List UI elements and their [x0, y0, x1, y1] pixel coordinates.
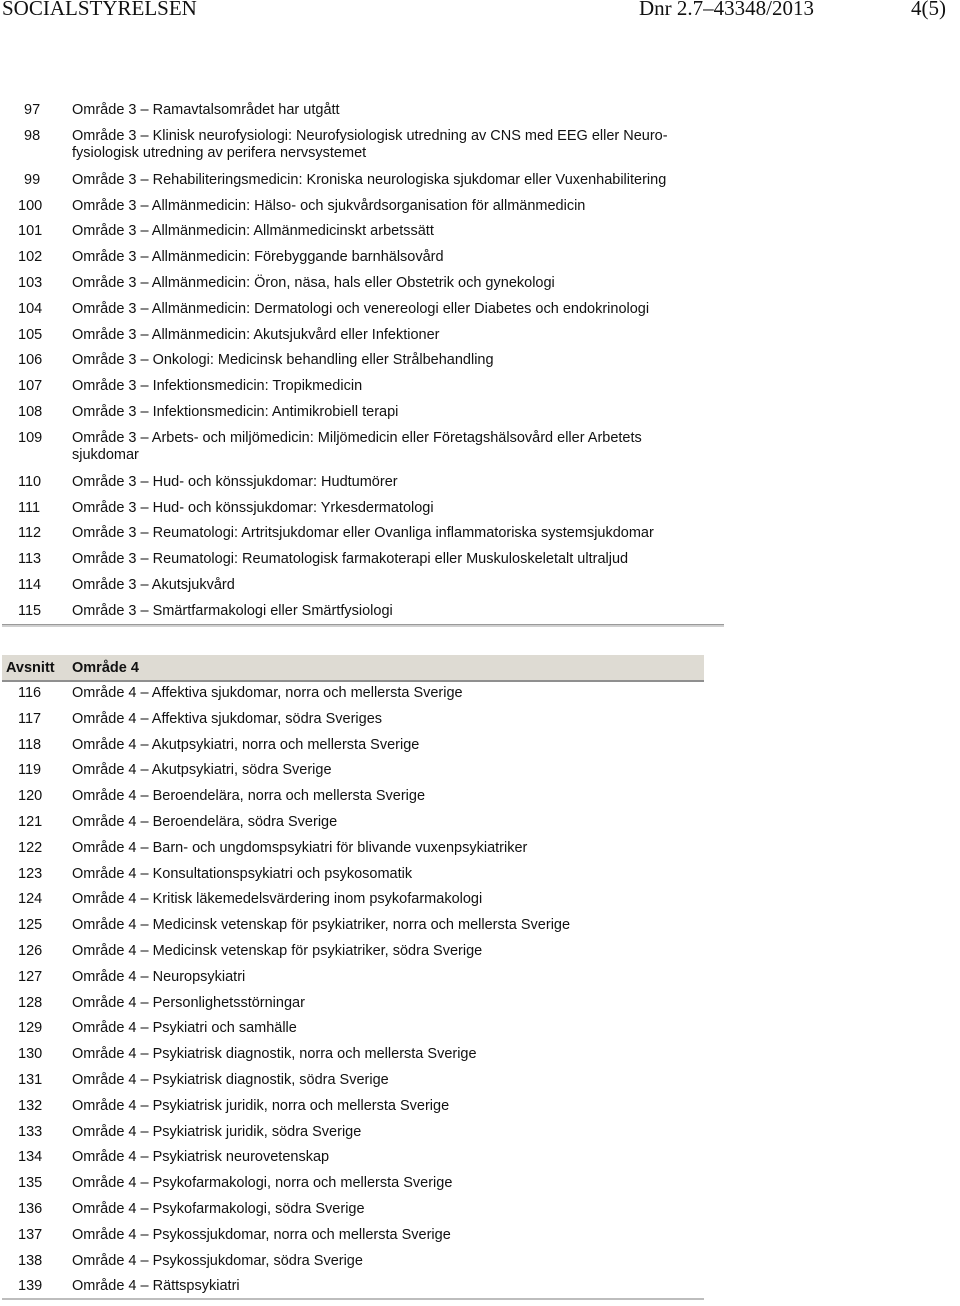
row-text — [72, 430, 724, 474]
row-number: 110 — [18, 473, 42, 490]
row-number: 125 — [18, 917, 43, 934]
page-header — [0, 0, 960, 26]
row-number: 100 — [18, 197, 43, 214]
table-row — [6, 474, 724, 500]
table-row — [6, 327, 724, 353]
row-number: 136 — [18, 1200, 43, 1217]
table-row — [6, 995, 706, 1021]
row-text-line: Område 3 – Akutsjukvård — [72, 576, 235, 593]
row-text — [72, 1253, 706, 1279]
row-text — [72, 1020, 706, 1046]
row-number: 127 — [18, 968, 43, 985]
row-number: 120 — [18, 788, 43, 805]
row-text — [72, 1201, 706, 1227]
row-text-line: Område 4 – Psykofarmakologi, södra Sverige — [72, 1200, 365, 1217]
row-number: 121 — [18, 813, 43, 830]
row-text-line: Område 3 – Infektionsmedicin: Tropikmedicin — [72, 378, 363, 395]
row-text-line: Område 3 – Allmänmedicin: Allmänmedicinskt arbetssätt — [72, 223, 434, 240]
row-text — [72, 327, 724, 353]
row-number: 135 — [18, 1175, 43, 1192]
table-row — [6, 1227, 706, 1253]
row-text-line: Område 4 – Kritisk läkemedelsvärdering inom psykofarmakologi — [72, 891, 483, 908]
row-text-line: Område 4 – Neuropsykiatri — [72, 968, 246, 985]
table-row — [6, 1072, 706, 1098]
row-number: 133 — [18, 1123, 43, 1140]
row-text — [72, 500, 724, 526]
row-text — [72, 1098, 706, 1124]
row-number: 131 — [18, 1071, 43, 1088]
row-number: 111 — [18, 499, 41, 516]
row-text — [72, 223, 724, 249]
table-row — [6, 404, 724, 430]
row-number: 105 — [18, 326, 43, 343]
row-number: 137 — [18, 1226, 43, 1243]
table-row — [6, 577, 724, 603]
table-row — [6, 737, 706, 763]
row-text-line: Område 4 – Psykossjukdomar, södra Sverige — [72, 1252, 363, 1269]
table-row — [6, 969, 706, 995]
row-text — [72, 1278, 706, 1304]
row-text-line: Område 4 – Affektiva sjukdomar, norra och mellersta Sverige — [72, 685, 463, 701]
table-row — [6, 551, 724, 577]
row-text-line: Område 4 – Psykofarmakologi, norra och mellersta Sverige — [72, 1175, 453, 1192]
row-text-line: Område 4 – Rättspsykiatri — [72, 1278, 240, 1295]
table-row — [6, 198, 724, 224]
row-text-line: Område 4 – Akutpsykiatri, norra och mellersta Sverige — [72, 736, 420, 753]
table-row — [6, 172, 724, 198]
row-text-line: Område 4 – Medicinsk vetenskap för psykiatriker, norra och mellersta Sverige — [72, 917, 571, 934]
document-number: Dnr 2.7–43348/2013 — [639, 0, 814, 20]
row-text — [72, 249, 724, 275]
row-text-line: Område 3 – Arbets- och miljömedicin: Miljömedicin eller Företagshälsovård eller Arbetets — [72, 429, 642, 446]
row-text-line: Område 4 – Psykiatrisk juridik, norra och mellersta Sverige — [72, 1097, 450, 1114]
row-text-line: Område 3 – Allmänmedicin: Förebyggande barnhälsovård — [72, 249, 444, 266]
row-text — [72, 1046, 706, 1072]
table-row — [6, 1046, 706, 1072]
table-row — [6, 378, 724, 404]
row-text-line: Område 3 – Klinisk neurofysiologi: Neurofysiologisk utredning av CNS med EEG eller Neuro- — [72, 127, 668, 144]
row-text-line: Område 3 – Rehabiliteringsmedicin: Kroniska neurologiska sjukdomar eller Vuxenhabilitering — [72, 171, 667, 188]
row-text — [72, 1072, 706, 1098]
row-number: 112 — [18, 525, 42, 542]
row-text-line: Område 3 – Infektionsmedicin: Antimikrobiell terapi — [72, 403, 399, 420]
row-text — [72, 1149, 706, 1175]
page-number: 4(5) — [911, 0, 946, 20]
row-text-line: Område 4 – Medicinsk vetenskap för psykiatriker, södra Sverige — [72, 942, 483, 959]
row-number: 97 — [24, 102, 41, 118]
table-row — [6, 1098, 706, 1124]
row-number: 130 — [18, 1046, 43, 1063]
table-row — [6, 1278, 706, 1304]
row-text-line: Område 4 – Personlighetsstörningar — [72, 994, 305, 1011]
row-text — [72, 762, 706, 788]
row-text-line: Område 4 – Barn- och ungdomspsykiatri för blivande vuxenpsykiatriker — [72, 839, 528, 856]
table-row — [6, 102, 724, 128]
row-text — [72, 577, 724, 603]
row-text-line: Område 3 – Reumatologi: Reumatologisk farmakoterapi eller Muskuloskeletalt ultraljud — [72, 551, 629, 568]
row-text-line: Område 3 – Hud- och könssjukdomar: Yrkesdermatologi — [72, 499, 434, 516]
table-row — [6, 891, 706, 917]
table-row — [6, 917, 706, 943]
table-row — [6, 866, 706, 892]
row-text — [72, 128, 724, 172]
section-3-table — [6, 102, 724, 629]
row-number: 107 — [18, 378, 43, 395]
row-number: 126 — [18, 942, 43, 959]
row-number: 98 — [24, 127, 41, 144]
table-row — [6, 788, 706, 814]
row-number: 134 — [18, 1149, 43, 1166]
row-text-line: Område 3 – Allmänmedicin: Hälso- och sjukvårdsorganisation för allmänmedicin — [72, 197, 586, 214]
row-number: 99 — [24, 171, 41, 188]
row-number: 139 — [18, 1278, 43, 1295]
table-row — [6, 685, 706, 711]
row-text — [72, 301, 724, 327]
row-number: 113 — [18, 551, 42, 568]
row-text-line: Område 4 – Konsultationspsykiatri och psykosomatik — [72, 865, 413, 882]
table-row — [6, 1124, 706, 1150]
row-text — [72, 866, 706, 892]
organization-name: SOCIALSTYRELSEN — [2, 0, 197, 20]
row-text-line: Område 3 – Onkologi: Medicinsk behandling eller Strålbehandling — [72, 352, 494, 369]
table-row — [6, 1253, 706, 1279]
row-text-line: Område 3 – Ramavtalsområdet har utgått — [72, 102, 340, 118]
table-row — [6, 301, 724, 327]
row-number: 109 — [18, 429, 43, 446]
row-number: 123 — [18, 865, 43, 882]
row-text-line: Område 4 – Psykiatri och samhälle — [72, 1020, 297, 1037]
row-number: 116 — [18, 685, 42, 701]
row-text — [72, 551, 724, 577]
table-bottom-rule — [2, 1298, 704, 1300]
row-text — [72, 943, 706, 969]
row-text-line: sjukdomar — [72, 446, 139, 463]
row-text — [72, 840, 706, 866]
row-text — [72, 378, 724, 404]
table-row — [6, 352, 724, 378]
row-text-line: Område 4 – Akutpsykiatri, södra Sverige — [72, 762, 332, 779]
row-text — [72, 404, 724, 430]
section-divider — [2, 624, 724, 627]
table-row — [6, 128, 724, 172]
row-text — [72, 995, 706, 1021]
column-header-avsnitt: Avsnitt — [6, 659, 55, 676]
table-row — [6, 814, 706, 840]
row-text — [72, 917, 706, 943]
row-text-line: Område 3 – Allmänmedicin: Akutsjukvård eller Infektioner — [72, 326, 440, 343]
row-number: 104 — [18, 300, 43, 317]
row-number: 117 — [18, 710, 42, 727]
table-row — [6, 525, 724, 551]
row-text-line: Område 4 – Psykiatrisk juridik, södra Sverige — [72, 1123, 362, 1140]
row-number: 102 — [18, 249, 43, 266]
row-number: 106 — [18, 352, 43, 369]
row-number: 129 — [18, 1020, 43, 1037]
row-text-line: Område 4 – Psykiatrisk neurovetenskap — [72, 1149, 330, 1166]
table-row — [6, 1175, 706, 1201]
row-text — [72, 814, 706, 840]
row-text — [72, 102, 724, 128]
section-4-header — [2, 655, 704, 682]
row-number: 122 — [18, 839, 43, 856]
row-text — [72, 788, 706, 814]
row-text — [72, 352, 724, 378]
table-row — [6, 223, 724, 249]
table-row — [6, 1149, 706, 1175]
table-row — [6, 762, 706, 788]
row-number: 132 — [18, 1097, 43, 1114]
row-text — [72, 474, 724, 500]
row-text-line: Område 3 – Smärtfarmakologi eller Smärtfysiologi — [72, 602, 393, 619]
row-number: 118 — [18, 736, 42, 753]
row-text — [72, 737, 706, 763]
row-text — [72, 198, 724, 224]
table-row — [6, 1201, 706, 1227]
row-text-line: Område 3 – Allmänmedicin: Öron, näsa, hals eller Obstetrik och gynekologi — [72, 274, 555, 291]
row-text-line: Område 3 – Reumatologi: Artritsjukdomar eller Ovanliga inflammatoriska systemsjukdomar — [72, 525, 654, 542]
row-number: 114 — [18, 576, 42, 593]
row-number: 103 — [18, 274, 43, 291]
row-number: 138 — [18, 1252, 43, 1269]
row-text — [72, 1175, 706, 1201]
row-number: 128 — [18, 994, 43, 1011]
table-row — [6, 711, 706, 737]
row-number: 124 — [18, 891, 43, 908]
row-number: 119 — [18, 762, 42, 779]
column-header-omrade: Område 4 — [72, 659, 139, 676]
row-text — [72, 1227, 706, 1253]
row-text-line: Område 3 – Hud- och könssjukdomar: Hudtumörer — [72, 473, 398, 490]
table-row — [6, 1020, 706, 1046]
row-number: 108 — [18, 403, 43, 420]
table-row — [6, 840, 706, 866]
row-text-line: fysiologisk utredning av perifera nervsystemet — [72, 144, 367, 161]
row-text — [72, 685, 706, 711]
row-text-line: Område 3 – Allmänmedicin: Dermatologi och venereologi eller Diabetes och endokrinologi — [72, 300, 650, 317]
row-text-line: Område 4 – Affektiva sjukdomar, södra Sveriges — [72, 710, 383, 727]
row-text — [72, 1124, 706, 1150]
row-text — [72, 891, 706, 917]
row-text-line: Område 4 – Beroendelära, norra och mellersta Sverige — [72, 788, 426, 805]
row-text — [72, 172, 724, 198]
row-number: 115 — [18, 602, 42, 619]
row-text — [72, 711, 706, 737]
row-number: 101 — [18, 223, 43, 240]
row-text-line: Område 4 – Psykossjukdomar, norra och mellersta Sverige — [72, 1226, 451, 1243]
row-text-line: Område 4 – Psykiatrisk diagnostik, norra och mellersta Sverige — [72, 1046, 477, 1063]
row-text — [72, 969, 706, 995]
table-row — [6, 275, 724, 301]
table-row — [6, 249, 724, 275]
table-row — [6, 500, 724, 526]
row-text — [72, 275, 724, 301]
section-4-table — [6, 685, 706, 1304]
row-text-line: Område 4 – Psykiatrisk diagnostik, södra Sverige — [72, 1071, 389, 1088]
row-text-line: Område 4 – Beroendelära, södra Sverige — [72, 813, 338, 830]
table-row — [6, 430, 724, 474]
table-row — [6, 943, 706, 969]
row-text — [72, 525, 724, 551]
